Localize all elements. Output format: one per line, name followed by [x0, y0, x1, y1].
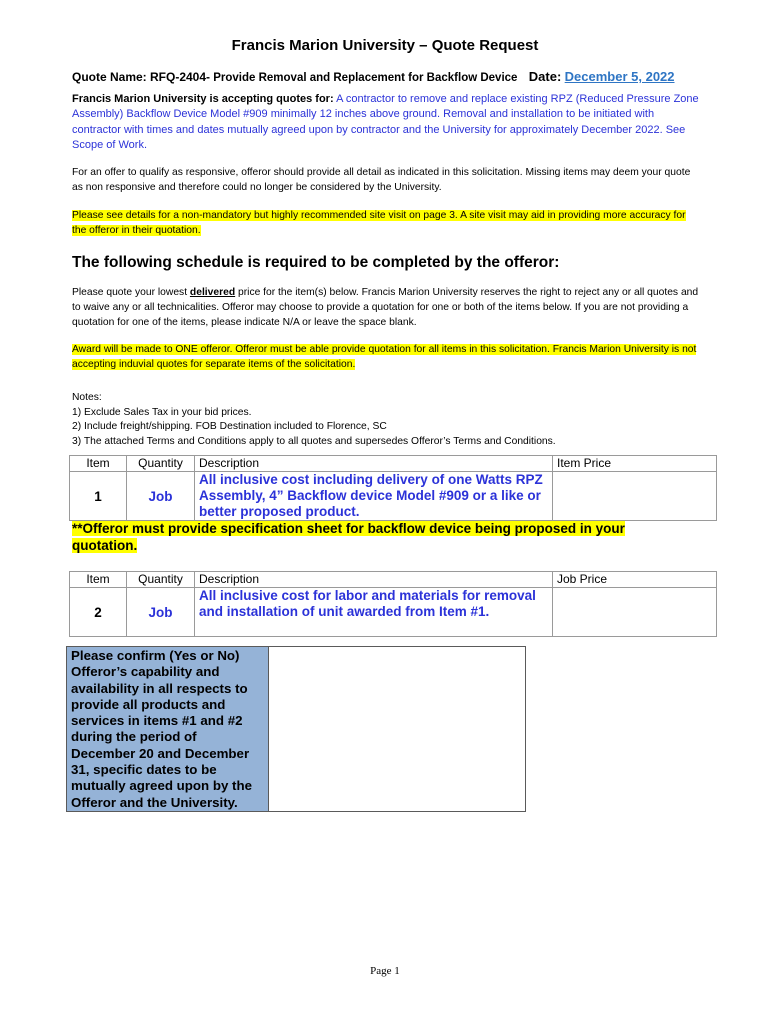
- spec-sheet-note: [72, 520, 672, 554]
- notes-block: [72, 391, 702, 449]
- quote-name-line: [72, 69, 712, 84]
- table-header-row: [70, 572, 717, 588]
- confirmation-answer-field[interactable]: [269, 647, 525, 811]
- site-visit-note: [72, 208, 702, 238]
- award-text: Award will be made to ONE offeror. Offeror must be able provide quotation for all items in this solicitation. Francis Marion University is not accepting induvial quotes for separate items of the solicitation.: [72, 344, 697, 370]
- responsive-note: For an offer to qualify as responsive, offeror should provide all detail as indicated in this solicitation. Missing items may deem your quote as non responsive and therefore could no longer be considered by the University.: [72, 167, 691, 193]
- accepting-label: Francis Marion University is accepting quotes for:: [72, 93, 334, 105]
- header-description: Description: [195, 456, 553, 472]
- confirmation-question: Please confirm (Yes or No) Offeror’s capability and availability in all respects to provide all products and services in items #1 and #2 during the period of December 20 and December 31, specific dates to be mutually agreed upon by the Offeror and the University.: [67, 647, 269, 811]
- pricing-post: price for the item(s) below. Francis Marion University reserves the right to reject any or all quotes and to waive any or all technicalities. Offeror may choose to provide a quotation for one or both of the items below. If you are not providing a quotation for one of the items, please indicate N/A or leave the space blank.: [72, 287, 699, 328]
- row-quantity: Job: [127, 472, 195, 521]
- table-row: [70, 588, 717, 637]
- header-item: Item: [70, 572, 127, 588]
- row-item-number: 1: [70, 472, 127, 521]
- spec-sheet-text: **Offeror must provide specification sheet for backflow device being proposed in your quotation.: [72, 521, 625, 553]
- header-quantity: Quantity: [127, 456, 195, 472]
- table-row: [70, 472, 717, 521]
- accepting-text: A contractor to remove and replace existing RPZ (Reduced Pressure Zone Assembly) Backflow Device Model #909 minimally 12 inches above ground. Removal and installation to be initiated with contractor with times and dates mutually agreed upon by contractor and the University for approximately December 2022. See Scope of Work.: [72, 93, 699, 151]
- date-value: December 5, 2022: [564, 69, 675, 84]
- item-price-field[interactable]: [553, 472, 717, 521]
- header-item: Item: [70, 456, 127, 472]
- note-item-1: 1) Exclude Sales Tax in your bid prices.: [72, 406, 252, 418]
- header-item-price: Item Price: [553, 456, 717, 472]
- row-description: All inclusive cost including delivery of one Watts RPZ Assembly, 4” Backflow device Model #909 or a like or better proposed product.: [195, 472, 553, 521]
- pricing-delivered: delivered: [189, 287, 236, 298]
- site-visit-text: Please see details for a non-mandatory but highly recommended site visit on page 3. A site visit may aid in providing more accuracy for the offeror in their quotation.: [72, 210, 686, 236]
- pricing-pre: Please quote your lowest: [72, 287, 190, 298]
- pricing-paragraph: [72, 285, 702, 330]
- table-header-row: [70, 456, 717, 472]
- schedule-table-1: [69, 455, 717, 521]
- row-item-number: 2: [70, 588, 127, 637]
- note-item-2: 2) Include freight/shipping. FOB Destination included to Florence, SC: [72, 421, 387, 433]
- row-description: All inclusive cost for labor and materials for removal and installation of unit awarded from Item #1.: [195, 588, 553, 637]
- award-note: [72, 342, 702, 372]
- quote-name-label: Quote Name: RFQ-2404-: [72, 70, 211, 84]
- header-description: Description: [195, 572, 553, 588]
- header-quantity: Quantity: [127, 572, 195, 588]
- date-label: Date:: [528, 69, 562, 84]
- page-number: Page 1: [370, 965, 400, 977]
- note-item-3: 3) The attached Terms and Conditions apply to all quotes and supersedes Offeror’s Terms and Conditions.: [72, 435, 556, 447]
- notes-heading: Notes:: [72, 392, 102, 403]
- job-price-field[interactable]: [553, 588, 717, 637]
- schedule-heading: The following schedule is required to be completed by the offeror:: [72, 254, 560, 271]
- page-title: Francis Marion University – Quote Request: [231, 37, 539, 54]
- row-quantity: Job: [127, 588, 195, 637]
- accepting-paragraph: [72, 92, 702, 153]
- confirmation-box: [66, 646, 526, 812]
- quote-name-value: Provide Removal and Replacement for Backflow Device: [210, 72, 518, 84]
- schedule-table-2: [69, 571, 717, 637]
- header-job-price: Job Price: [553, 572, 717, 588]
